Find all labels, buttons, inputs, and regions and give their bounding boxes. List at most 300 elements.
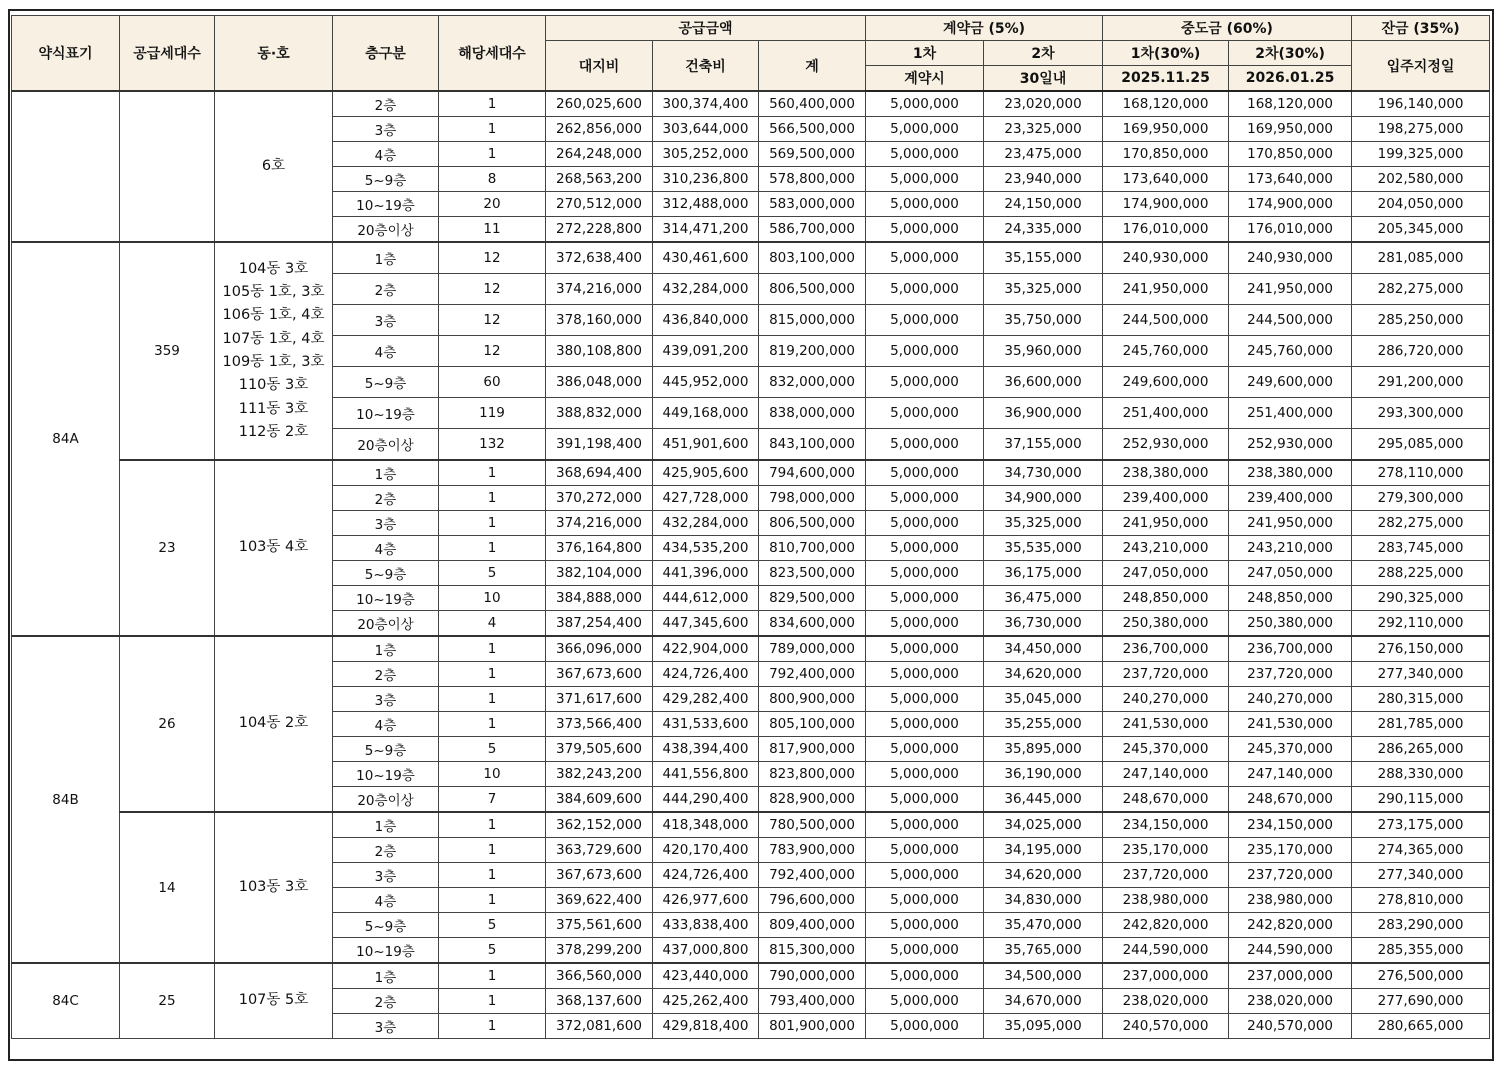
floor-cell: 10~19층 [333, 192, 439, 217]
floor-cell: 5~9층 [333, 367, 439, 398]
land-price-cell: 262,856,000 [546, 117, 653, 142]
land-price-cell: 272,228,800 [546, 217, 653, 243]
mid1-cell: 248,670,000 [1103, 787, 1229, 813]
land-price-cell: 372,638,400 [546, 242, 653, 274]
header-units: 해당세대수 [439, 16, 546, 92]
floor-cell: 4층 [333, 712, 439, 737]
total-price-cell: 790,000,000 [759, 963, 866, 989]
land-price-cell: 384,888,000 [546, 586, 653, 611]
deposit2-cell: 36,900,000 [984, 398, 1103, 429]
table-row [12, 636, 1490, 662]
mid2-cell: 245,370,000 [1229, 737, 1352, 762]
deposit1-cell: 5,000,000 [866, 367, 984, 398]
building-price-cell: 437,000,800 [653, 938, 759, 964]
building-price-cell: 314,471,200 [653, 217, 759, 243]
mid1-cell: 237,000,000 [1103, 963, 1229, 989]
total-price-cell: 819,200,000 [759, 336, 866, 367]
mid2-cell: 251,400,000 [1229, 398, 1352, 429]
total-price-cell: 803,100,000 [759, 242, 866, 274]
balance-cell: 198,275,000 [1352, 117, 1490, 142]
land-price-cell: 382,104,000 [546, 561, 653, 586]
balance-cell: 196,140,000 [1352, 91, 1490, 117]
balance-cell: 273,175,000 [1352, 812, 1490, 838]
building-price-cell: 436,840,000 [653, 305, 759, 336]
header-mid2-date: 2026.01.25 [1229, 66, 1352, 92]
deposit2-cell: 34,900,000 [984, 486, 1103, 511]
deposit2-cell: 34,830,000 [984, 888, 1103, 913]
deposit1-cell: 5,000,000 [866, 142, 984, 167]
balance-cell: 281,785,000 [1352, 712, 1490, 737]
mid2-cell: 248,850,000 [1229, 586, 1352, 611]
land-price-cell: 374,216,000 [546, 511, 653, 536]
land-price-cell: 370,272,000 [546, 486, 653, 511]
floor-cell: 4층 [333, 888, 439, 913]
dong-ho-cell [215, 963, 333, 1039]
building-price-cell: 432,284,000 [653, 274, 759, 305]
land-price-cell: 373,566,400 [546, 712, 653, 737]
building-price-cell: 447,345,600 [653, 611, 759, 637]
total-price-cell: 800,900,000 [759, 687, 866, 712]
balance-cell: 282,275,000 [1352, 274, 1490, 305]
floor-cell: 2층 [333, 662, 439, 687]
total-price-cell: 583,000,000 [759, 192, 866, 217]
deposit2-cell: 34,450,000 [984, 636, 1103, 662]
units-cell: 1 [439, 687, 546, 712]
total-price-cell: 792,400,000 [759, 863, 866, 888]
units-cell: 60 [439, 367, 546, 398]
floor-cell: 5~9층 [333, 561, 439, 586]
mid2-cell: 242,820,000 [1229, 913, 1352, 938]
deposit2-cell: 36,475,000 [984, 586, 1103, 611]
deposit1-cell: 5,000,000 [866, 963, 984, 989]
deposit2-cell: 34,025,000 [984, 812, 1103, 838]
land-price-cell: 378,160,000 [546, 305, 653, 336]
balance-cell: 281,085,000 [1352, 242, 1490, 274]
land-price-cell: 384,609,600 [546, 787, 653, 813]
total-price-cell: 832,000,000 [759, 367, 866, 398]
units-cell: 1 [439, 536, 546, 561]
header-dep1: 1차 [866, 41, 984, 66]
deposit1-cell: 5,000,000 [866, 511, 984, 536]
mid1-cell: 244,500,000 [1103, 305, 1229, 336]
dong-ho-line: 6호 [261, 157, 286, 174]
mid1-cell: 239,400,000 [1103, 486, 1229, 511]
header-total: 계 [759, 41, 866, 92]
total-price-cell: 815,300,000 [759, 938, 866, 964]
mid1-cell: 249,600,000 [1103, 367, 1229, 398]
mid1-cell: 168,120,000 [1103, 91, 1229, 117]
type-cell: 84A [12, 242, 120, 636]
header-dong-ho: 동·호 [215, 16, 333, 92]
land-price-cell: 369,622,400 [546, 888, 653, 913]
mid2-cell: 176,010,000 [1229, 217, 1352, 243]
mid1-cell: 173,640,000 [1103, 167, 1229, 192]
building-price-cell: 427,728,000 [653, 486, 759, 511]
mid2-cell: 240,570,000 [1229, 1014, 1352, 1039]
total-price-cell: 809,400,000 [759, 913, 866, 938]
deposit1-cell: 5,000,000 [866, 737, 984, 762]
deposit1-cell: 5,000,000 [866, 117, 984, 142]
deposit2-cell: 35,095,000 [984, 1014, 1103, 1039]
units-cell: 12 [439, 274, 546, 305]
balance-cell: 282,275,000 [1352, 511, 1490, 536]
balance-cell: 278,110,000 [1352, 460, 1490, 486]
mid2-cell: 240,930,000 [1229, 242, 1352, 274]
deposit2-cell: 35,045,000 [984, 687, 1103, 712]
table-row [12, 242, 1490, 274]
land-price-cell: 386,048,000 [546, 367, 653, 398]
header-price-group: 공급금액 [546, 16, 866, 41]
deposit1-cell: 5,000,000 [866, 274, 984, 305]
building-price-cell: 423,440,000 [653, 963, 759, 989]
land-price-cell: 368,137,600 [546, 989, 653, 1014]
land-price-cell: 264,248,000 [546, 142, 653, 167]
deposit1-cell: 5,000,000 [866, 242, 984, 274]
total-price-cell: 817,900,000 [759, 737, 866, 762]
mid2-cell: 244,500,000 [1229, 305, 1352, 336]
dong-ho-line: 104동 3호 [238, 260, 309, 277]
units-cell: 1 [439, 989, 546, 1014]
units-cell: 12 [439, 336, 546, 367]
mid2-cell: 247,050,000 [1229, 561, 1352, 586]
deposit2-cell: 35,895,000 [984, 737, 1103, 762]
building-price-cell: 303,644,000 [653, 117, 759, 142]
floor-cell: 4층 [333, 142, 439, 167]
dong-ho-line: 106동 1호, 4호 [222, 307, 325, 324]
deposit2-cell: 23,020,000 [984, 91, 1103, 117]
deposit1-cell: 5,000,000 [866, 888, 984, 913]
units-cell: 1 [439, 636, 546, 662]
units-cell: 1 [439, 888, 546, 913]
mid1-cell: 236,700,000 [1103, 636, 1229, 662]
land-price-cell: 382,243,200 [546, 762, 653, 787]
total-price-cell: 794,600,000 [759, 460, 866, 486]
mid1-cell: 252,930,000 [1103, 429, 1229, 461]
deposit1-cell: 5,000,000 [866, 217, 984, 243]
deposit1-cell: 5,000,000 [866, 611, 984, 637]
units-cell: 1 [439, 812, 546, 838]
mid2-cell: 248,670,000 [1229, 787, 1352, 813]
table-row [12, 812, 1490, 838]
building-price-cell: 441,556,800 [653, 762, 759, 787]
header-mid-group: 중도금 (60%) [1103, 16, 1352, 41]
header-balance-when: 입주지정일 [1352, 41, 1490, 92]
deposit2-cell: 35,155,000 [984, 242, 1103, 274]
dong-ho-cell [215, 242, 333, 460]
building-price-cell: 433,838,400 [653, 913, 759, 938]
header-floor: 층구분 [333, 16, 439, 92]
supply-units-cell: 26 [120, 636, 215, 812]
mid2-cell: 236,700,000 [1229, 636, 1352, 662]
building-price-cell: 445,952,000 [653, 367, 759, 398]
deposit1-cell: 5,000,000 [866, 91, 984, 117]
mid2-cell: 170,850,000 [1229, 142, 1352, 167]
dong-ho-cell [215, 460, 333, 636]
floor-cell: 5~9층 [333, 913, 439, 938]
mid2-cell: 241,950,000 [1229, 274, 1352, 305]
building-price-cell: 300,374,400 [653, 91, 759, 117]
header-mid2: 2차(30%) [1229, 41, 1352, 66]
total-price-cell: 566,500,000 [759, 117, 866, 142]
balance-cell: 290,115,000 [1352, 787, 1490, 813]
balance-cell: 280,665,000 [1352, 1014, 1490, 1039]
header-deposit-group: 계약금 (5%) [866, 16, 1103, 41]
mid2-cell: 234,150,000 [1229, 812, 1352, 838]
deposit2-cell: 35,325,000 [984, 274, 1103, 305]
deposit1-cell: 5,000,000 [866, 536, 984, 561]
floor-cell: 3층 [333, 511, 439, 536]
floor-cell: 10~19층 [333, 938, 439, 964]
units-cell: 132 [439, 429, 546, 461]
mid2-cell: 238,380,000 [1229, 460, 1352, 486]
balance-cell: 288,330,000 [1352, 762, 1490, 787]
units-cell: 1 [439, 662, 546, 687]
deposit1-cell: 5,000,000 [866, 460, 984, 486]
deposit2-cell: 35,535,000 [984, 536, 1103, 561]
deposit1-cell: 5,000,000 [866, 687, 984, 712]
balance-cell: 280,315,000 [1352, 687, 1490, 712]
total-price-cell: 792,400,000 [759, 662, 866, 687]
mid2-cell: 174,900,000 [1229, 192, 1352, 217]
units-cell: 7 [439, 787, 546, 813]
dong-ho-line: 107동 1호, 4호 [222, 330, 325, 347]
units-cell: 5 [439, 938, 546, 964]
deposit1-cell: 5,000,000 [866, 486, 984, 511]
building-price-cell: 429,282,400 [653, 687, 759, 712]
balance-cell: 276,500,000 [1352, 963, 1490, 989]
deposit2-cell: 35,325,000 [984, 511, 1103, 536]
total-price-cell: 806,500,000 [759, 511, 866, 536]
mid2-cell: 241,530,000 [1229, 712, 1352, 737]
building-price-cell: 449,168,000 [653, 398, 759, 429]
deposit1-cell: 5,000,000 [866, 636, 984, 662]
floor-cell: 20층이상 [333, 217, 439, 243]
deposit2-cell: 36,730,000 [984, 611, 1103, 637]
mid1-cell: 169,950,000 [1103, 117, 1229, 142]
deposit2-cell: 35,765,000 [984, 938, 1103, 964]
mid1-cell: 176,010,000 [1103, 217, 1229, 243]
mid1-cell: 174,900,000 [1103, 192, 1229, 217]
total-price-cell: 828,900,000 [759, 787, 866, 813]
floor-cell: 1층 [333, 636, 439, 662]
supply-units-cell: 25 [120, 963, 215, 1039]
deposit2-cell: 34,670,000 [984, 989, 1103, 1014]
deposit2-cell: 35,750,000 [984, 305, 1103, 336]
mid2-cell: 252,930,000 [1229, 429, 1352, 461]
land-price-cell: 375,561,600 [546, 913, 653, 938]
mid1-cell: 237,720,000 [1103, 863, 1229, 888]
building-price-cell: 425,262,400 [653, 989, 759, 1014]
building-price-cell: 439,091,200 [653, 336, 759, 367]
header-supply-units: 공급세대수 [120, 16, 215, 92]
deposit1-cell: 5,000,000 [866, 838, 984, 863]
units-cell: 12 [439, 305, 546, 336]
balance-cell: 295,085,000 [1352, 429, 1490, 461]
mid2-cell: 237,000,000 [1229, 963, 1352, 989]
mid1-cell: 248,850,000 [1103, 586, 1229, 611]
supply-units-cell: 14 [120, 812, 215, 963]
floor-cell: 1층 [333, 460, 439, 486]
balance-cell: 293,300,000 [1352, 398, 1490, 429]
deposit1-cell: 5,000,000 [866, 662, 984, 687]
deposit2-cell: 34,730,000 [984, 460, 1103, 486]
dong-ho-line: 110동 3호 [238, 377, 309, 394]
units-cell: 1 [439, 460, 546, 486]
building-price-cell: 312,488,000 [653, 192, 759, 217]
balance-cell: 285,355,000 [1352, 938, 1490, 964]
units-cell: 1 [439, 117, 546, 142]
balance-cell: 283,745,000 [1352, 536, 1490, 561]
land-price-cell: 376,164,800 [546, 536, 653, 561]
land-price-cell: 367,673,600 [546, 662, 653, 687]
land-price-cell: 268,563,200 [546, 167, 653, 192]
header-dep2: 2차 [984, 41, 1103, 66]
units-cell: 1 [439, 91, 546, 117]
dong-ho-cell [215, 636, 333, 812]
total-price-cell: 569,500,000 [759, 142, 866, 167]
dong-ho-cell [215, 91, 333, 242]
deposit1-cell: 5,000,000 [866, 762, 984, 787]
deposit1-cell: 5,000,000 [866, 561, 984, 586]
header-land: 대지비 [546, 41, 653, 92]
balance-cell: 286,720,000 [1352, 336, 1490, 367]
mid2-cell: 243,210,000 [1229, 536, 1352, 561]
land-price-cell: 379,505,600 [546, 737, 653, 762]
mid2-cell: 238,020,000 [1229, 989, 1352, 1014]
floor-cell: 2층 [333, 274, 439, 305]
deposit1-cell: 5,000,000 [866, 305, 984, 336]
mid2-cell: 247,140,000 [1229, 762, 1352, 787]
dong-ho-line: 103동 4호 [238, 539, 309, 556]
units-cell: 1 [439, 712, 546, 737]
floor-cell: 3층 [333, 687, 439, 712]
floor-cell: 3층 [333, 117, 439, 142]
dong-ho-line: 107동 5호 [238, 992, 309, 1009]
mid1-cell: 238,020,000 [1103, 989, 1229, 1014]
mid2-cell: 245,760,000 [1229, 336, 1352, 367]
deposit2-cell: 34,620,000 [984, 662, 1103, 687]
dong-ho-line: 104동 2호 [238, 715, 309, 732]
type-cell [12, 91, 120, 242]
deposit1-cell: 5,000,000 [866, 398, 984, 429]
building-price-cell: 310,236,800 [653, 167, 759, 192]
balance-cell: 288,225,000 [1352, 561, 1490, 586]
header-dep2-when: 30일내 [984, 66, 1103, 92]
units-cell: 5 [439, 913, 546, 938]
total-price-cell: 801,900,000 [759, 1014, 866, 1039]
total-price-cell: 823,800,000 [759, 762, 866, 787]
mid2-cell: 240,270,000 [1229, 687, 1352, 712]
supply-units-cell: 359 [120, 242, 215, 460]
building-price-cell: 420,170,400 [653, 838, 759, 863]
units-cell: 1 [439, 142, 546, 167]
deposit2-cell: 35,470,000 [984, 913, 1103, 938]
building-price-cell: 426,977,600 [653, 888, 759, 913]
units-cell: 11 [439, 217, 546, 243]
balance-cell: 277,340,000 [1352, 863, 1490, 888]
deposit1-cell: 5,000,000 [866, 913, 984, 938]
supply-units-cell [120, 91, 215, 242]
mid2-cell: 235,170,000 [1229, 838, 1352, 863]
units-cell: 1 [439, 511, 546, 536]
total-price-cell: 805,100,000 [759, 712, 866, 737]
dong-ho-line: 111동 3호 [238, 400, 309, 417]
deposit2-cell: 23,325,000 [984, 117, 1103, 142]
dong-ho-cell [215, 812, 333, 963]
balance-cell: 279,300,000 [1352, 486, 1490, 511]
table-header [12, 16, 1490, 92]
mid2-cell: 173,640,000 [1229, 167, 1352, 192]
balance-cell: 205,345,000 [1352, 217, 1490, 243]
building-price-cell: 305,252,000 [653, 142, 759, 167]
units-cell: 8 [439, 167, 546, 192]
units-cell: 5 [439, 737, 546, 762]
deposit2-cell: 24,150,000 [984, 192, 1103, 217]
total-price-cell: 793,400,000 [759, 989, 866, 1014]
total-price-cell: 586,700,000 [759, 217, 866, 243]
table-row [12, 963, 1490, 989]
mid1-cell: 241,950,000 [1103, 511, 1229, 536]
header-mid1: 1차(30%) [1103, 41, 1229, 66]
mid1-cell: 241,950,000 [1103, 274, 1229, 305]
total-price-cell: 798,000,000 [759, 486, 866, 511]
mid2-cell: 237,720,000 [1229, 662, 1352, 687]
deposit2-cell: 23,475,000 [984, 142, 1103, 167]
units-cell: 1 [439, 838, 546, 863]
balance-cell: 278,810,000 [1352, 888, 1490, 913]
type-cell: 84B [12, 636, 120, 963]
mid2-cell: 238,980,000 [1229, 888, 1352, 913]
deposit2-cell: 24,335,000 [984, 217, 1103, 243]
building-price-cell: 444,290,400 [653, 787, 759, 813]
building-price-cell: 444,612,000 [653, 586, 759, 611]
mid1-cell: 237,720,000 [1103, 662, 1229, 687]
mid1-cell: 251,400,000 [1103, 398, 1229, 429]
floor-cell: 10~19층 [333, 762, 439, 787]
deposit1-cell: 5,000,000 [866, 586, 984, 611]
balance-cell: 290,325,000 [1352, 586, 1490, 611]
total-price-cell: 823,500,000 [759, 561, 866, 586]
land-price-cell: 368,694,400 [546, 460, 653, 486]
building-price-cell: 422,904,000 [653, 636, 759, 662]
total-price-cell: 834,600,000 [759, 611, 866, 637]
dong-ho-line: 112동 2호 [238, 423, 309, 440]
price-table [11, 15, 1490, 1039]
table-body [12, 91, 1490, 1039]
deposit1-cell: 5,000,000 [866, 989, 984, 1014]
deposit2-cell: 35,255,000 [984, 712, 1103, 737]
balance-cell: 204,050,000 [1352, 192, 1490, 217]
mid1-cell: 241,530,000 [1103, 712, 1229, 737]
mid2-cell: 237,720,000 [1229, 863, 1352, 888]
deposit2-cell: 36,600,000 [984, 367, 1103, 398]
floor-cell: 10~19층 [333, 398, 439, 429]
mid2-cell: 241,950,000 [1229, 511, 1352, 536]
total-price-cell: 578,800,000 [759, 167, 866, 192]
floor-cell: 2층 [333, 91, 439, 117]
balance-cell: 283,290,000 [1352, 913, 1490, 938]
floor-cell: 10~19층 [333, 586, 439, 611]
deposit2-cell: 36,175,000 [984, 561, 1103, 586]
balance-cell: 274,365,000 [1352, 838, 1490, 863]
deposit1-cell: 5,000,000 [866, 167, 984, 192]
land-price-cell: 388,832,000 [546, 398, 653, 429]
deposit2-cell: 37,155,000 [984, 429, 1103, 461]
building-price-cell: 424,726,400 [653, 662, 759, 687]
mid2-cell: 250,380,000 [1229, 611, 1352, 637]
building-price-cell: 429,818,400 [653, 1014, 759, 1039]
deposit1-cell: 5,000,000 [866, 1014, 984, 1039]
